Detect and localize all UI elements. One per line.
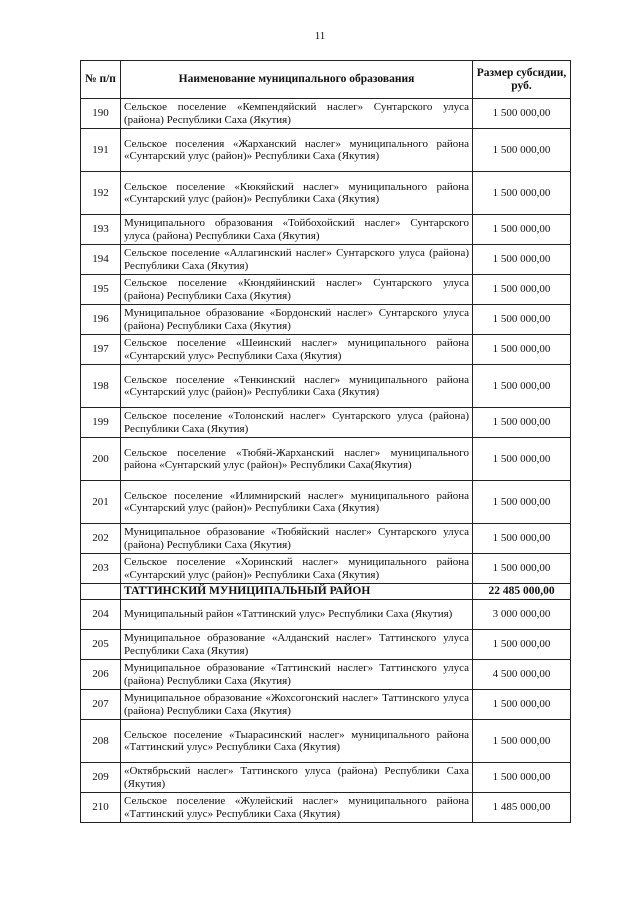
subsidy-amount: 1 500 000,00 bbox=[473, 335, 571, 365]
table-row bbox=[81, 438, 571, 481]
table-row bbox=[81, 408, 571, 438]
subsidy-amount: 3 000 000,00 bbox=[473, 600, 571, 630]
row-number: 208 bbox=[81, 720, 121, 763]
page-number: 11 bbox=[314, 30, 326, 42]
subsidy-amount: 4 500 000,00 bbox=[473, 660, 571, 690]
table-row bbox=[81, 630, 571, 660]
subsidy-amount: 1 500 000,00 bbox=[473, 275, 571, 305]
table-row bbox=[81, 215, 571, 245]
row-number: 204 bbox=[81, 600, 121, 630]
municipality-name: Муниципального образования «Тойбохойский наслег» Сунтарского улуса (района) Республики Саха (Якутия) bbox=[121, 215, 473, 245]
subsidy-amount: 1 500 000,00 bbox=[473, 630, 571, 660]
table-row bbox=[81, 275, 571, 305]
table-header-row bbox=[81, 61, 571, 99]
row-number bbox=[81, 584, 121, 600]
row-number: 194 bbox=[81, 245, 121, 275]
subsidy-amount: 1 500 000,00 bbox=[473, 129, 571, 172]
row-number: 196 bbox=[81, 305, 121, 335]
municipality-name: Муниципальное образование «Тюбяйский наслег» Сунтарского улуса (района) Республики Саха (Якутия) bbox=[121, 524, 473, 554]
table-row bbox=[81, 245, 571, 275]
header-amount: Размер субсидии, руб. bbox=[473, 61, 571, 99]
row-number: 197 bbox=[81, 335, 121, 365]
district-total: 22 485 000,00 bbox=[473, 584, 571, 600]
municipality-name: Сельское поселение «Тыарасинский наслег» муниципального района «Таттинский улус» Республики Саха (Якутия) bbox=[121, 720, 473, 763]
municipality-name: Сельское поселение «Толонский наслег» Сунтарского улуса (района) Республики Саха (Якутия) bbox=[121, 408, 473, 438]
district-row bbox=[81, 584, 571, 600]
subsidy-amount: 1 500 000,00 bbox=[473, 481, 571, 524]
municipality-name: Муниципальный район «Таттинский улус» Республики Саха (Якутия) bbox=[121, 600, 473, 630]
district-name: ТАТТИНСКИЙ МУНИЦИПАЛЬНЫЙ РАЙОН bbox=[121, 584, 473, 600]
row-number: 199 bbox=[81, 408, 121, 438]
table-row bbox=[81, 99, 571, 129]
table-body bbox=[81, 99, 571, 823]
municipality-name: Сельское поселение «Кемпендяйский наслег» Сунтарского улуса (района) Республики Саха (Якутия) bbox=[121, 99, 473, 129]
table-row bbox=[81, 481, 571, 524]
subsidy-amount: 1 500 000,00 bbox=[473, 245, 571, 275]
table-row bbox=[81, 335, 571, 365]
table-row bbox=[81, 720, 571, 763]
row-number: 190 bbox=[81, 99, 121, 129]
table-row bbox=[81, 660, 571, 690]
row-number: 207 bbox=[81, 690, 121, 720]
table-row bbox=[81, 690, 571, 720]
municipality-name: Сельское поселение «Илимнирский наслег» муниципального района «Сунтарский улус (район)» Республики Саха (Якутия) bbox=[121, 481, 473, 524]
row-number: 201 bbox=[81, 481, 121, 524]
row-number: 203 bbox=[81, 554, 121, 584]
municipality-name: Сельское поселение «Аллагинский наслег» Сунтарского улуса (района) Республики Саха (Якутия) bbox=[121, 245, 473, 275]
subsidy-amount: 1 500 000,00 bbox=[473, 554, 571, 584]
municipality-name: Сельское поселение «Тюбяй-Жарханский наслег» муниципального района «Сунтарский улус (район)» Республики Саха(Якутия) bbox=[121, 438, 473, 481]
row-number: 198 bbox=[81, 365, 121, 408]
subsidy-amount: 1 500 000,00 bbox=[473, 720, 571, 763]
header-number: № п/п bbox=[81, 61, 121, 99]
municipality-name: Сельское поселение «Кюкяйский наслег» муниципального района «Сунтарский улус (район)» Республики Саха (Якутия) bbox=[121, 172, 473, 215]
table-row bbox=[81, 305, 571, 335]
table-row bbox=[81, 172, 571, 215]
table-row bbox=[81, 763, 571, 793]
subsidy-amount: 1 485 000,00 bbox=[473, 793, 571, 823]
table-row bbox=[81, 365, 571, 408]
municipality-name: Сельское поселения «Жарханский наслег» муниципального района «Сунтарский улус (район)» Республики Саха (Якутия) bbox=[121, 129, 473, 172]
subsidy-amount: 1 500 000,00 bbox=[473, 690, 571, 720]
municipality-name: Сельское поселение «Тенкинский наслег» муниципального района «Сунтарский улус (район)» Республики Саха (Якутия) bbox=[121, 365, 473, 408]
subsidy-amount: 1 500 000,00 bbox=[473, 524, 571, 554]
subsidy-amount: 1 500 000,00 bbox=[473, 763, 571, 793]
row-number: 202 bbox=[81, 524, 121, 554]
header-name: Наименование муниципального образования bbox=[121, 61, 473, 99]
row-number: 205 bbox=[81, 630, 121, 660]
row-number: 192 bbox=[81, 172, 121, 215]
row-number: 206 bbox=[81, 660, 121, 690]
table-row bbox=[81, 600, 571, 630]
subsidy-amount: 1 500 000,00 bbox=[473, 215, 571, 245]
municipality-name: Муниципальное образование «Таттинский наслег» Таттинского улуса (района) Республики Саха (Якутия) bbox=[121, 660, 473, 690]
row-number: 210 bbox=[81, 793, 121, 823]
row-number: 200 bbox=[81, 438, 121, 481]
subsidy-amount: 1 500 000,00 bbox=[473, 305, 571, 335]
subsidy-amount: 1 500 000,00 bbox=[473, 99, 571, 129]
municipality-name: Сельское поселение «Шеинский наслег» муниципального района «Сунтарский улус» Республики Саха (Якутия) bbox=[121, 335, 473, 365]
municipality-name: Сельское поселение «Жулейский наслег» муниципального района «Таттинский улус» Республики Саха (Якутия) bbox=[121, 793, 473, 823]
row-number: 195 bbox=[81, 275, 121, 305]
subsidy-amount: 1 500 000,00 bbox=[473, 408, 571, 438]
municipality-name: Сельское поселение «Хоринский наслег» муниципального района «Сунтарский улус (район)» Республики Саха (Якутия) bbox=[121, 554, 473, 584]
municipality-name: Муниципальное образование «Бордонский наслег» Сунтарского улуса (района) Республики Саха (Якутия) bbox=[121, 305, 473, 335]
table-row bbox=[81, 524, 571, 554]
table-row bbox=[81, 793, 571, 823]
row-number: 191 bbox=[81, 129, 121, 172]
row-number: 209 bbox=[81, 763, 121, 793]
row-number: 193 bbox=[81, 215, 121, 245]
municipality-name: Муниципальное образование «Жохсогонский наслег» Таттинского улуса (района) Республики Саха (Якутия) bbox=[121, 690, 473, 720]
municipality-name: «Октябрьский наслег» Таттинского улуса (района) Республики Саха (Якутия) bbox=[121, 763, 473, 793]
subsidy-table bbox=[80, 60, 571, 823]
municipality-name: Сельское поселение «Кюндяйинский наслег» Сунтарского улуса (района) Республики Саха (Якутия) bbox=[121, 275, 473, 305]
subsidy-amount: 1 500 000,00 bbox=[473, 438, 571, 481]
table-row bbox=[81, 554, 571, 584]
municipality-name: Муниципальное образование «Алданский наслег» Таттинского улуса Республики Саха (Якутия) bbox=[121, 630, 473, 660]
subsidy-amount: 1 500 000,00 bbox=[473, 172, 571, 215]
table-row bbox=[81, 129, 571, 172]
subsidy-amount: 1 500 000,00 bbox=[473, 365, 571, 408]
